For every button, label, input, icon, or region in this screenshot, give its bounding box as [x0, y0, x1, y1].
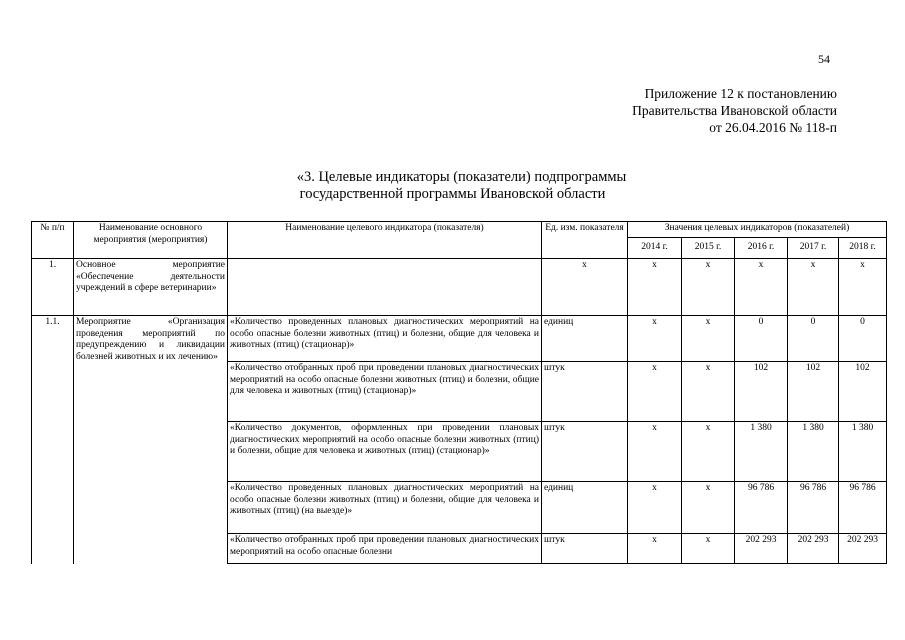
header-num: № п/п	[32, 222, 74, 259]
row-value: 1 380	[788, 422, 839, 482]
row-unit: штук	[542, 362, 628, 422]
title-line: государственной программы Ивановской области	[299, 186, 606, 202]
row-value: 96 786	[735, 482, 788, 534]
table-row	[32, 316, 887, 362]
row-value: 96 786	[839, 482, 887, 534]
row-value: 202 293	[839, 534, 887, 564]
row-indicator	[228, 259, 542, 316]
row-value: x	[628, 422, 682, 482]
row-value: x	[682, 259, 735, 316]
row-value: x	[682, 362, 735, 422]
row-value: 102	[839, 362, 887, 422]
row-value: 102	[735, 362, 788, 422]
row-indicator: «Количество документов, оформленных при проведении плановых диагностических мероприятий на особо опасные болезни животных (птиц) и болезни, общие для человека и животных (птиц) (стационар)»	[228, 422, 542, 482]
row-value: x	[682, 534, 735, 564]
row-value: 96 786	[788, 482, 839, 534]
row-unit: x	[542, 259, 628, 316]
row-indicator: «Количество проведенных плановых диагностических мероприятий на особо опасные болезни животных (птиц) и болезни, общие для человека и животных (птиц) (стационар)»	[228, 316, 542, 362]
row-value: x	[788, 259, 839, 316]
row-value: x	[682, 422, 735, 482]
table-header-row	[32, 222, 887, 238]
row-indicator: «Количество отобранных проб при проведении плановых диагностических мероприятий на особо опасные болезни животных (птиц) и болезни, общие для человека и животных (птиц) (стационар)»	[228, 362, 542, 422]
row-activity: Мероприятие «Организация проведения мероприятий по предупреждению и ликвидации болезней животных и их лечению»	[74, 316, 228, 564]
appendix-line: Правительства Ивановской области	[632, 103, 837, 118]
row-value: 0	[839, 316, 887, 362]
row-value: x	[628, 534, 682, 564]
row-value: 1 380	[839, 422, 887, 482]
row-activity: Основное мероприятие «Обеспечение деятельности учреждений в сфере ветеринарии»	[74, 259, 228, 316]
row-num: 1.1.	[32, 316, 74, 564]
header-year: 2017 г.	[788, 238, 839, 259]
header-unit: Ед. изм. показателя	[542, 222, 628, 259]
appendix-line: от 26.04.2016 № 118-п	[709, 120, 837, 135]
row-value: 102	[788, 362, 839, 422]
row-indicator: «Количество отобранных проб при проведении плановых диагностических мероприятий на особо опасные болезни	[228, 534, 542, 564]
row-unit: штук	[542, 422, 628, 482]
header-activity: Наименование основного мероприятия (мероприятия)	[74, 222, 228, 259]
row-value: x	[735, 259, 788, 316]
row-unit: штук	[542, 534, 628, 564]
appendix-header	[632, 85, 837, 136]
appendix-line: Приложение 12 к постановлению	[644, 86, 837, 101]
header-indicator: Наименование целевого индикатора (показателя)	[228, 222, 542, 259]
row-value: x	[628, 259, 682, 316]
title-line: «3. Целевые индикаторы (показатели) подпрограммы	[296, 169, 627, 185]
page-number: 54	[818, 52, 830, 66]
row-value: x	[682, 482, 735, 534]
row-value: x	[682, 316, 735, 362]
row-value: 0	[735, 316, 788, 362]
row-value: 0	[788, 316, 839, 362]
row-value: x	[628, 316, 682, 362]
row-value: 1 380	[735, 422, 788, 482]
row-unit: единиц	[542, 316, 628, 362]
row-value: x	[628, 362, 682, 422]
header-year: 2018 г.	[839, 238, 887, 259]
row-value: x	[839, 259, 887, 316]
row-value: 202 293	[735, 534, 788, 564]
table-row	[32, 259, 887, 316]
row-unit: единиц	[542, 482, 628, 534]
row-num: 1.	[32, 259, 74, 316]
row-value: 202 293	[788, 534, 839, 564]
document-title	[0, 169, 905, 203]
header-year: 2015 г.	[682, 238, 735, 259]
header-year: 2014 г.	[628, 238, 682, 259]
indicators-table	[31, 221, 887, 564]
row-value: x	[628, 482, 682, 534]
row-indicator: «Количество проведенных плановых диагностических мероприятий на особо опасные болезни животных (птиц) и болезни, общие для человека и животных (птиц) (на выезде)»	[228, 482, 542, 534]
header-values: Значения целевых индикаторов (показателей)	[628, 222, 887, 238]
header-year: 2016 г.	[735, 238, 788, 259]
